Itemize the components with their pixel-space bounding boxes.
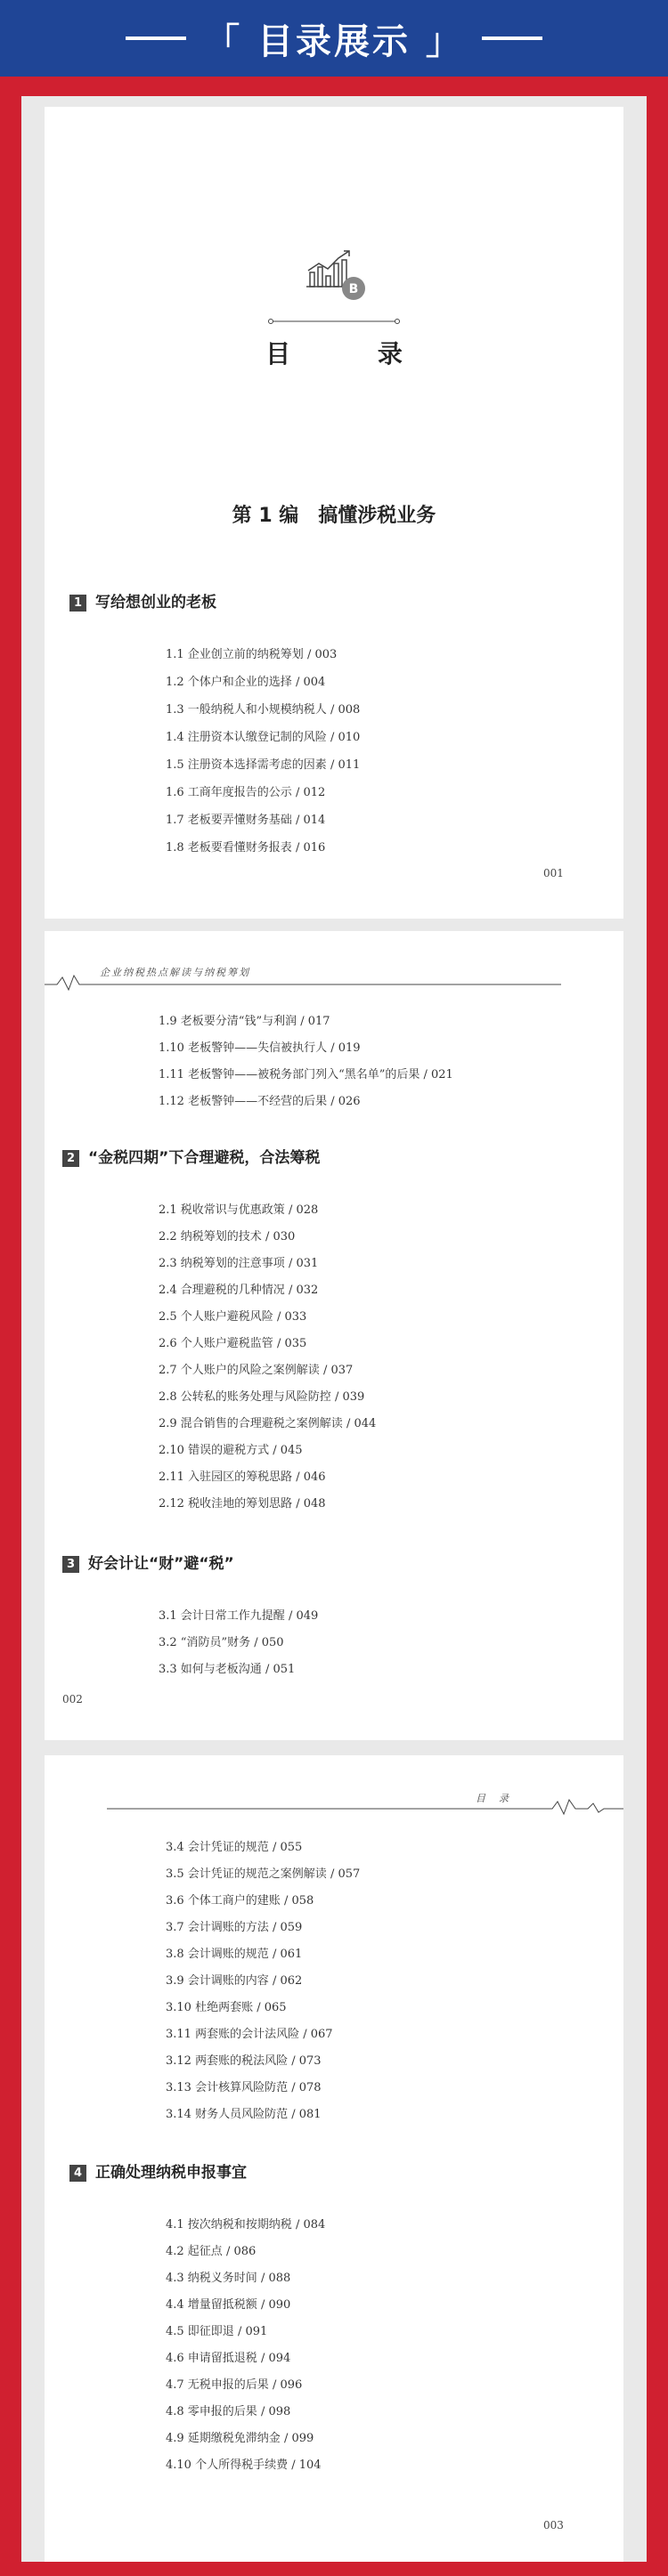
toc-item: 2.11 入驻园区的筹税思路 / 046 <box>159 1470 326 1484</box>
chapter-title: “金税四期”下合理避税，合法筹税 <box>88 1149 321 1167</box>
toc-item: 4.9 延期缴税免滞纳金 / 099 <box>166 2432 314 2445</box>
toc-item: 4.8 零申报的后果 / 098 <box>166 2405 291 2418</box>
toc-item: 1.5 注册资本选择需考虑的因素 / 011 <box>166 758 361 772</box>
toc-item: 4.5 即征即退 / 091 <box>166 2325 268 2338</box>
toc-item: 4.1 按次纳税和按期纳税 / 084 <box>166 2218 326 2232</box>
chapter-number: 3 <box>62 1556 79 1573</box>
finance-chart-icon <box>303 249 374 312</box>
toc-item: 3.7 会计调账的方法 / 059 <box>166 1921 303 1934</box>
toc-item: 3.8 会计调账的规范 / 061 <box>166 1948 303 1961</box>
toc-item: 3.5 会计凭证的规范之案例解读 / 057 <box>166 1867 361 1881</box>
toc-item: 2.12 税收洼地的筹划思路 / 048 <box>159 1497 326 1511</box>
toc-item: 2.4 合理避税的几种情况 / 032 <box>159 1284 319 1297</box>
toc-item: 4.2 起征点 / 086 <box>166 2245 257 2258</box>
toc-item: 3.6 个体工商户的建账 / 058 <box>166 1894 314 1908</box>
svg-text:B: B <box>348 282 359 296</box>
banner-title-row <box>0 0 668 77</box>
toc-item: 2.8 公转私的账务处理与风险防控 / 039 <box>159 1390 365 1404</box>
chapter-heading-2 <box>62 1145 320 1167</box>
toc-item: 3.3 如何与老板沟通 / 051 <box>159 1663 296 1676</box>
toc-item: 4.6 申请留抵退税 / 094 <box>166 2352 291 2365</box>
toc-page-3 <box>45 1755 623 2562</box>
toc-item: 2.10 错误的避税方式 / 045 <box>159 1444 303 1457</box>
toc-page-2 <box>45 931 623 1740</box>
toc-title: 目 录 <box>265 339 442 369</box>
running-header-left: 企业纳税热点解读与纳税筹划 <box>100 967 250 978</box>
banner-left-rule <box>126 36 186 40</box>
chapter-title: 正确处理纳税申报事宜 <box>95 2164 247 2182</box>
toc-item: 4.7 无税申报的后果 / 096 <box>166 2378 303 2392</box>
chapter-title: 好会计让“财”避“税” <box>88 1555 234 1573</box>
chapter-title: 写给想创业的老板 <box>95 594 216 612</box>
header-wave-rule <box>45 972 561 993</box>
chapter-number: 2 <box>62 1150 79 1167</box>
page-number: 003 <box>543 2519 564 2531</box>
part-title: 第 1 编 搞懂涉税业务 <box>232 505 436 527</box>
toc-item: 3.9 会计调账的内容 / 062 <box>166 1974 303 1988</box>
chapter-heading-4 <box>69 2159 247 2182</box>
toc-item: 2.9 混合销售的合理避税之案例解读 / 044 <box>159 1417 377 1430</box>
toc-item: 4.3 纳税义务时间 / 088 <box>166 2272 291 2285</box>
toc-item: 1.7 老板要弄懂财务基础 / 014 <box>166 814 326 827</box>
toc-item: 1.11 老板警钟——被税务部门列入“黑名单”的后果 / 021 <box>159 1068 453 1081</box>
toc-item: 1.4 注册资本认缴登记制的风险 / 010 <box>166 731 361 744</box>
toc-item: 3.11 两套账的会计法风险 / 067 <box>166 2028 333 2041</box>
toc-item: 1.6 工商年度报告的公示 / 012 <box>166 786 326 799</box>
toc-item: 3.14 财务人员风险防范 / 081 <box>166 2108 322 2121</box>
toc-item: 1.3 一般纳税人和小规模纳税人 / 008 <box>166 703 361 717</box>
header-wave-rule <box>107 1796 623 1819</box>
toc-item: 3.1 会计日常工作九提醒 / 049 <box>159 1609 319 1623</box>
page-number: 001 <box>543 867 564 879</box>
toc-item: 4.10 个人所得税手续费 / 104 <box>166 2459 322 2472</box>
toc-item: 3.4 会计凭证的规范 / 055 <box>166 1841 303 1854</box>
toc-item: 1.10 老板警钟——失信被执行人 / 019 <box>159 1041 361 1055</box>
toc-item: 1.9 老板要分清“钱”与利润 / 017 <box>159 1015 330 1028</box>
toc-item: 3.2 “消防员”财务 / 050 <box>159 1636 284 1649</box>
toc-item: 2.2 纳税筹划的技术 / 030 <box>159 1230 296 1243</box>
chapter-heading-1 <box>69 589 216 612</box>
chapter-heading-3 <box>62 1551 234 1573</box>
toc-item: 2.1 税收常识与优惠政策 / 028 <box>159 1203 319 1217</box>
title-divider <box>267 317 401 326</box>
toc-page-1 <box>45 107 623 919</box>
toc-item: 3.13 会计核算风险防范 / 078 <box>166 2081 322 2094</box>
toc-item: 1.12 老板警钟——不经营的后果 / 026 <box>159 1095 361 1108</box>
toc-item: 1.2 个体户和企业的选择 / 004 <box>166 676 326 689</box>
chapter-number: 1 <box>69 595 86 612</box>
toc-item: 1.8 老板要看懂财务报表 / 016 <box>166 841 326 855</box>
toc-item: 2.7 个人账户的风险之案例解读 / 037 <box>159 1364 354 1377</box>
toc-item: 2.5 个人账户避税风险 / 033 <box>159 1310 307 1324</box>
toc-item: 3.12 两套账的税法风险 / 073 <box>166 2054 322 2068</box>
chapter-number: 4 <box>69 2165 86 2182</box>
toc-item: 1.1 企业创立前的纳税筹划 / 003 <box>166 648 338 661</box>
toc-item: 2.6 个人账户避税监管 / 035 <box>159 1337 307 1350</box>
toc-item: 2.3 纳税筹划的注意事项 / 031 <box>159 1257 319 1270</box>
toc-item: 3.10 杜绝两套账 / 065 <box>166 2001 287 2014</box>
banner-right-rule <box>482 36 542 40</box>
page-number: 002 <box>62 1693 83 1705</box>
banner-title: 「 目录展示 」 <box>204 20 464 62</box>
running-header-right: 目 录 <box>476 1793 510 1804</box>
toc-item: 4.4 增量留抵税额 / 090 <box>166 2298 291 2312</box>
